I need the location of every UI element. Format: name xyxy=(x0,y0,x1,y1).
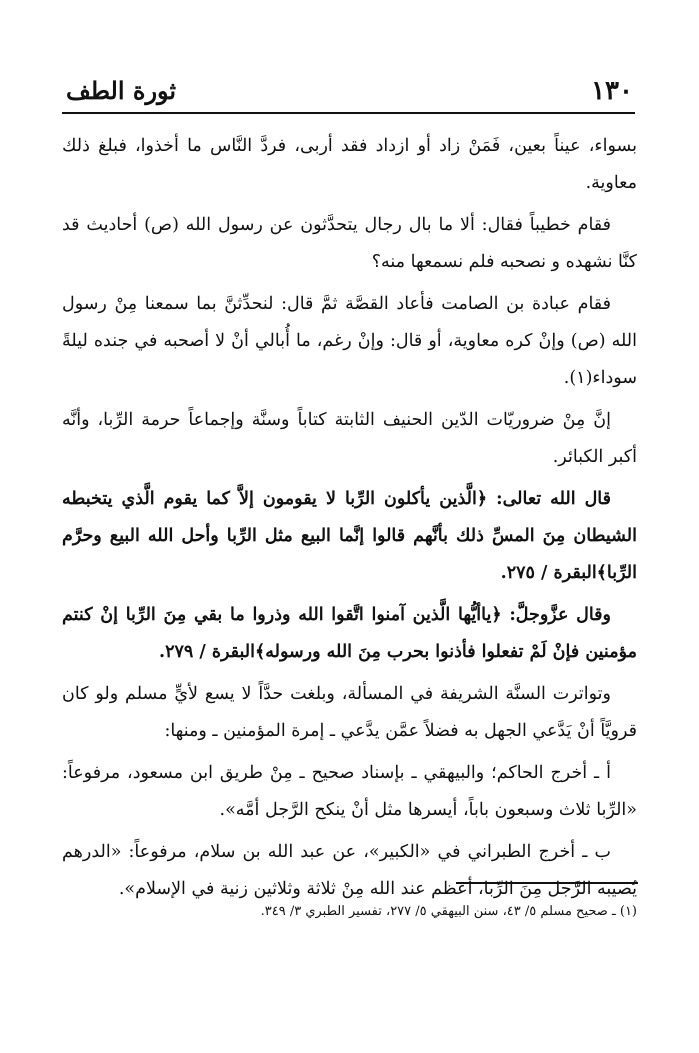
page-body xyxy=(62,128,637,913)
hadith-a: أ ـ أخرج الحاكم؛ والبيهقي ـ بإسناد صحيح ـ مِنْ طريق ابن مسعود، مرفوعاً: «الرِّبا ثلاث وسبعون باباً، أيسرها مثل أنْ ينكح الرَّجل أمَّه». xyxy=(62,763,637,820)
header-rule xyxy=(62,112,635,114)
paragraph-1: بسواء، عيناً بعين، فَمَنْ زاد أو ازداد فقد أربى، فردَّ النَّاس ما أخذوا، فبلغ ذلك معاوية. xyxy=(62,136,637,193)
running-title: ثورة الطف xyxy=(66,76,177,105)
paragraph-2: فقام خطيباً فقال: ألا ما بال رجال يتحدَّثون عن رسول الله (ص) أحاديث قد كنَّا نشهده و نصحبه فلم نسمعها منه؟ xyxy=(62,215,637,272)
paragraph-7: وتواترت السنَّة الشريفة في المسألة، وبلغت حدَّاً لا يسع لأيٍّ مسلم ولو كان قرويَّاً أنْ يَدَّعي الجهل به فضلاً عمَّن يدَّعي ـ إمرة المؤمنين ـ ومنها: xyxy=(62,684,637,741)
paragraph-4: إنَّ مِنْ ضروريّات الدّين الحنيف الثابتة كتاباً وسنَّة وإجماعاً حرمة الرِّبا، وأنَّه أكبر الكبائر. xyxy=(62,410,637,467)
quran-quote-2: وقال عزَّوجلَّ: ﴿ياأيُّها الَّذين آمنوا اتَّقوا الله وذروا ما بقي مِنَ الرِّبا إنْ كنتم مؤمنين فإنْ لَمْ تفعلوا فأذنوا بحرب مِنَ الله ورسوله﴾البقرة / ٢٧٩. xyxy=(62,605,637,662)
hadith-b: ب ـ أخرج الطبراني في «الكبير»، عن عبد الله بن سلام، مرفوعاً: «الدرهم يُصيبه الرَّجل مِنَ الرِّبا، أعظم عند الله مِنْ ثلاثة وثلاثين زنية في الإسلام». xyxy=(62,842,637,899)
quran-quote-1: قال الله تعالى: ﴿الَّذين يأكلون الرِّبا لا يقومون إلاَّ كما يقوم الَّذي يتخبطه الشيطان مِنَ المسِّ ذلك بأنَّهم قالوا إنَّما البيع مثل الرِّبا وأحل الله البيع وحرَّم الرِّبا﴾البقرة / ٢٧٥. xyxy=(62,489,637,583)
footnote-rule xyxy=(456,882,638,884)
paragraph-3: فقام عبادة بن الصامت فأعاد القصَّة ثمَّ قال: لنحدِّثنَّ بما سمعنا مِنْ رسول الله (ص) وإنْ كره معاوية، أو قال: وإنْ رغم، ما أُبالي أنْ لا أصحبه في جنده ليلةً سوداء(١). xyxy=(62,294,637,388)
footnote: (١) ـ صحيح مسلم ٥/ ٤٣، سنن البيهقي ٥/ ٢٧٧، تفسير الطبري ٣/ ٣٤٩. xyxy=(260,904,637,919)
page-header xyxy=(66,74,633,110)
page-number: ١٣٠ xyxy=(591,76,633,106)
